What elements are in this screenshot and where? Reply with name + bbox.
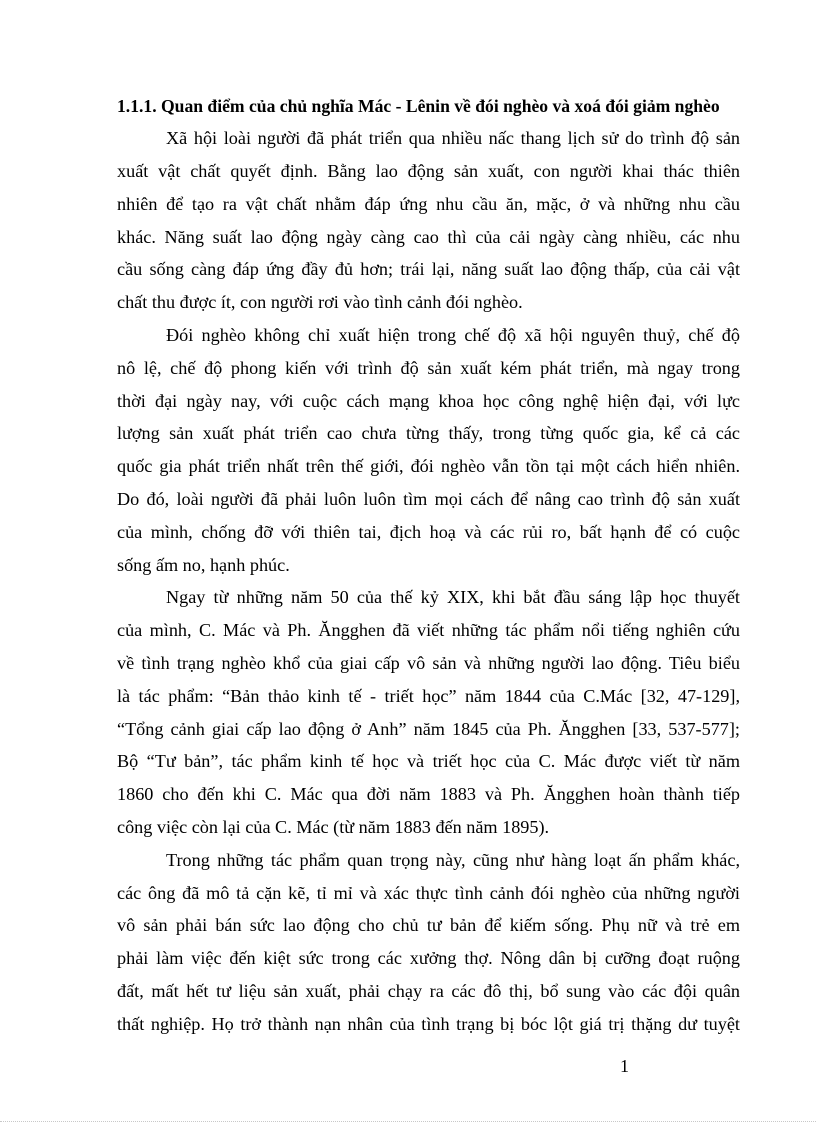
paragraph-3-line-2: của mình, C. Mác và Ph. Ăngghen đã viết những tác phẩm nổi tiếng nghiên cứu [117,620,740,640]
paragraph-2-line-8: sống ấm no, hạnh phúc. [117,555,290,575]
paragraph-1-line-3: nhiên để tạo ra vật chất nhằm đáp ứng nhu cầu ăn, mặc, ở và những nhu cầu [117,194,740,214]
paragraph-1-line-6: chất thu được ít, con người rơi vào tình cảnh đói nghèo. [117,292,523,312]
page-number: 1 [620,1056,629,1076]
paragraph-1-line-5: cầu sống càng đáp ứng đầy đủ hơn; trái lại, năng suất lao động thấp, của cải vật [117,259,740,279]
paragraph-2-line-6: Do đó, loài người đã phải luôn luôn tìm mọi cách để nâng cao trình độ sản xuất [117,489,740,509]
paragraph-3-line-5: “Tổng cảnh giai cấp lao động ở Anh” năm 1845 của Ph. Ăngghen [33, 537-577]; [117,719,740,739]
paragraph-3-line-6: Bộ “Tư bản”, tác phẩm kinh tế học và triết học của C. Mác được viết từ năm [117,751,740,771]
paragraph-4-line-5: đất, mất hết tư liệu sản xuất, phải chạy ra các đô thị, bổ sung vào các đội quân [117,981,740,1001]
paragraph-2-line-3: thời đại ngày nay, với cuộc cách mạng khoa học công nghệ hiện đại, với lực [117,391,740,411]
paragraph-1-line-4: khác. Năng suất lao động ngày càng cao thì của cải ngày càng nhiều, các nhu [117,227,740,247]
paragraph-3-line-4: là tác phẩm: “Bản thảo kinh tế - triết học” năm 1844 của C.Mác [32, 47-129], [117,686,740,706]
section-heading: 1.1.1. Quan điểm của chủ nghĩa Mác - Lênin về đói nghèo và xoá đói giảm nghèo [117,96,720,116]
paragraph-3-line-1: Ngay từ những năm 50 của thế kỷ XIX, khi bắt đầu sáng lập học thuyết [166,587,740,607]
paragraph-4-line-3: vô sản phải bán sức lao động cho chủ tư bản để kiếm sống. Phụ nữ và trẻ em [117,915,740,935]
paragraph-1-line-1: Xã hội loài người đã phát triển qua nhiều nấc thang lịch sử do trình độ sản [166,128,740,148]
paragraph-4-line-1: Trong những tác phẩm quan trọng này, cũng như hàng loạt ấn phẩm khác, [166,850,740,870]
paragraph-2-line-2: nô lệ, chế độ phong kiến với trình độ sản xuất kém phát triển, mà ngay trong [117,358,740,378]
paragraph-4-line-4: phải làm việc đến kiệt sức trong các xưởng thợ. Nông dân bị cưỡng đoạt ruộng [117,948,740,968]
paragraph-2-line-7: của mình, chống đỡ với thiên tai, địch hoạ và các rủi ro, bất hạnh để có cuộc [117,522,740,542]
paragraph-3-line-8: công việc còn lại của C. Mác (từ năm 1883 đến năm 1895). [117,817,550,837]
paragraph-2-line-4: lượng sản xuất phát triển cao chưa từng thấy, trong từng quốc gia, kể cả các [117,423,740,443]
paragraph-4-line-6: thất nghiệp. Họ trở thành nạn nhân của tình trạng bị bóc lột giá trị thặng dư tuyệt [117,1014,740,1034]
paragraph-2-line-1: Đói nghèo không chỉ xuất hiện trong chế độ xã hội nguyên thuỷ, chế độ [166,325,740,345]
paragraph-3-line-7: 1860 cho đến khi C. Mác qua đời năm 1883 và Ph. Ăngghen hoàn thành tiếp [117,784,740,804]
paragraph-4-line-2: các ông đã mô tả cặn kẽ, tỉ mỉ và xác thực tình cảnh đói nghèo của những người [117,883,740,903]
paragraph-1-line-2: xuất vật chất quyết định. Bằng lao động sản xuất, con người khai thác thiên [117,161,740,181]
page-bottom-divider [0,1121,816,1122]
paragraph-2-line-5: quốc gia phát triển nhất trên thế giới, đói nghèo vẫn tồn tại một cách hiển nhiên. [117,456,740,476]
paragraph-3-line-3: về tình trạng nghèo khổ của giai cấp vô sản và những người lao động. Tiêu biểu [117,653,740,673]
